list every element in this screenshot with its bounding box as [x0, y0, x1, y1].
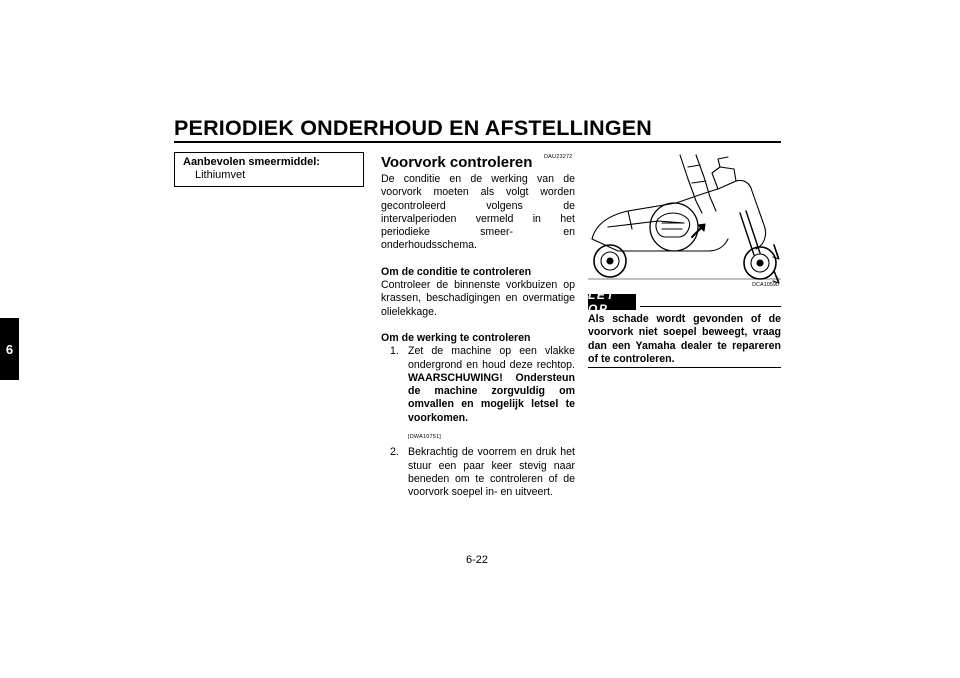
caution-header: [588, 288, 781, 316]
page-number: 6-22: [466, 554, 489, 566]
step-text: Bekrachtig de voorrem en druk het stuur een paar keer stevig naar beneden om te controleren of de voorvork soepel in- en uitveert.: [408, 446, 575, 499]
step-2: [381, 446, 575, 499]
step-text: Zet de machine op een vlakke ondergrond en houd deze rechtop.: [408, 345, 575, 371]
illustration-code: DCA10590: [752, 282, 779, 288]
section-body: [381, 173, 575, 500]
warning-code: [DWA10751]: [408, 434, 441, 441]
caution-badge: LET OP: [588, 294, 636, 310]
page-title: PERIODIEK ONDERHOUD EN AFSTELLINGEN: [174, 116, 653, 140]
section-code: DAU23272: [544, 154, 573, 160]
intro-paragraph: De conditie en de werking van de voorvork moeten als volgt worden gecontroleerd volgens de intervalperioden vermeld in het periodieke smeer- en onderhoudsschema.: [381, 173, 575, 252]
caution-header-rule: [640, 306, 781, 307]
lubricant-label: Aanbevolen smeermiddel:: [183, 156, 320, 168]
step-1: [381, 345, 575, 444]
step-number: 2.: [390, 446, 399, 459]
lubricant-value: Lithiumvet: [195, 169, 246, 181]
step-number: 1.: [390, 345, 399, 358]
operation-heading: Om de werking te controleren: [381, 331, 531, 344]
caution-end-rule: [588, 367, 781, 368]
caution-text: Als schade wordt gevonden of de voorvork niet soepel beweegt, vraag dan een Yamaha dealer te repareren of te controleren.: [588, 313, 781, 365]
scooter-fork-illustration: [588, 153, 781, 288]
section-title: Voorvork controleren: [381, 154, 533, 171]
condition-heading: Om de conditie te controleren: [381, 265, 532, 278]
condition-paragraph: Controleer de binnenste vorkbuizen op krassen, beschadigingen en overmatige olielekkage.: [381, 279, 575, 318]
title-rule: [174, 141, 781, 143]
chapter-tab: 6: [0, 318, 19, 380]
lubricant-box: [174, 152, 364, 187]
warning-text: WAARSCHUWING! Ondersteun de machine zorgvuldig om omvallen en mogelijk letsel te voorkomen.: [408, 371, 575, 424]
